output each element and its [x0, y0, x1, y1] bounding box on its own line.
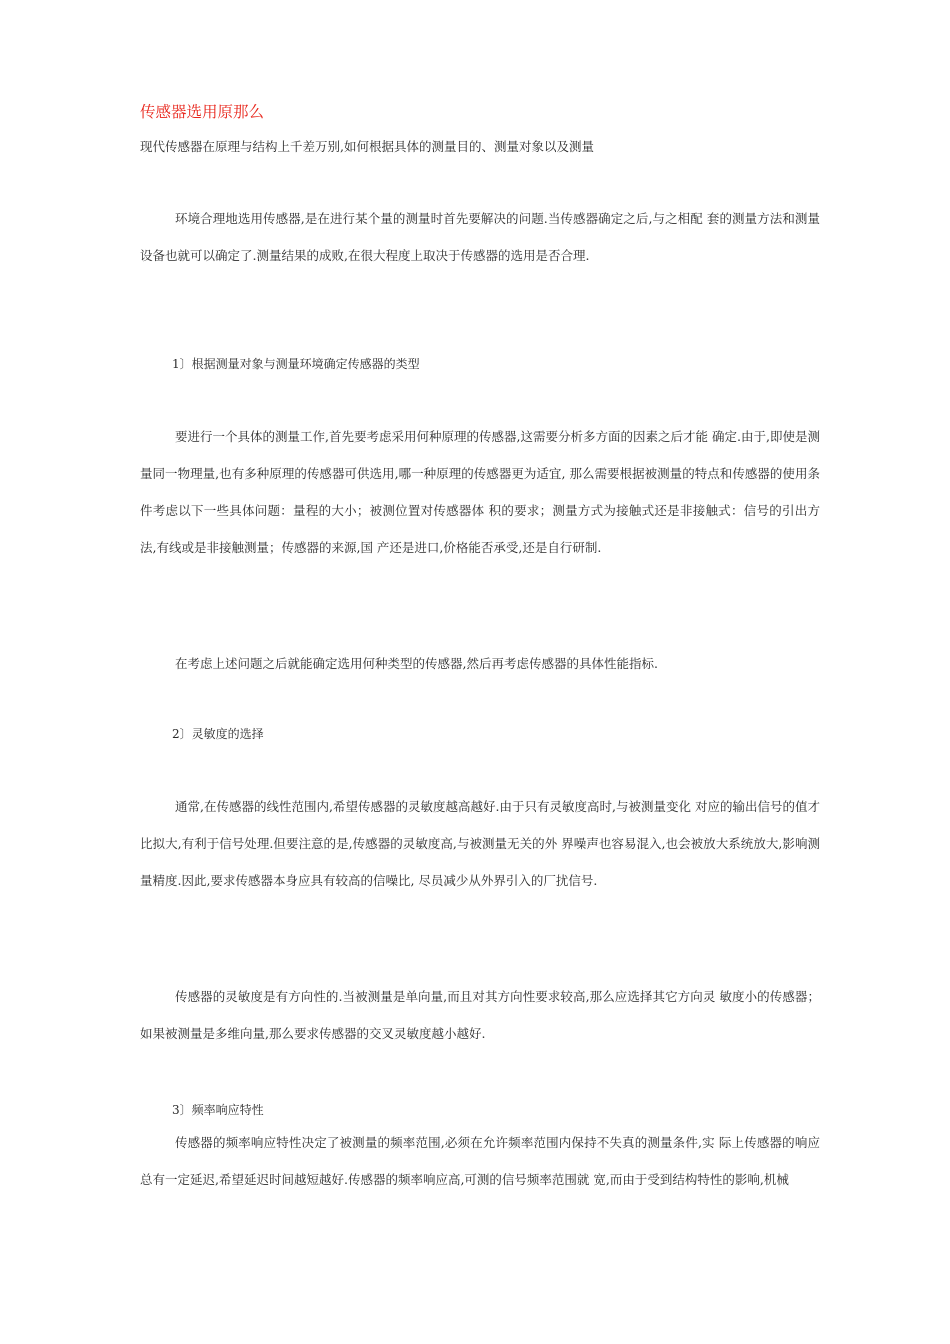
paragraph-sensitivity: 通常,在传感器的线性范围内,希望传感器的灵敏度越高越好.由于只有灵敏度高时,与被测量变化 对应的输出信号的值才比拟大,有利于信号处理.但要注意的是,传感器的灵敏度高,与被测量无关的外 界噪声也容易混入,也会被放大系统放大,影响测量精度.因此,要求传感器本身应具有较高的信噪比, 尽员减少从外界引入的厂扰信号. — [140, 799, 820, 888]
section-heading-type: 1〕根据测量对象与测量环境确定传感器的类型 — [172, 357, 420, 371]
document-title: 传感器选用原那么 — [140, 103, 265, 121]
section-heading-frequency: 3〕频率响应特性 — [172, 1103, 264, 1117]
paragraph-type-conclusion: 在考虑上述问题之后就能确定选用何种类型的传感器,然后再考虑传感器的具体性能指标. — [175, 656, 658, 671]
section-heading-sensitivity: 2〕灵敏度的选择 — [172, 727, 264, 741]
paragraph-frequency: 传感器的频率响应特性决定了被测量的频率范围,必须在允许频率范围内保持不失真的测量条件,实 际上传感器的响应总有一定延迟,希望延迟时间越短越好.传感器的频率响应高,可测的信号频率范围就 宽,而由于受到结构特性的影响,机械 — [140, 1135, 820, 1187]
paragraph-sensitivity-direction: 传感器的灵敏度是有方向性的.当被测量是单向量,而且对其方向性要求较高,那么应选择其它方向灵 敏度小的传感器；如果被测量是多维向量,那么要求传感器的交叉灵敏度越小越好. — [140, 989, 820, 1041]
document-subtitle: 现代传感器在原理与结构上千差万别,如何根据具体的测量目的、测量对象以及测量 — [140, 139, 594, 154]
paragraph-intro: 环境合理地选用传感器,是在进行某个量的测量时首先要解决的问题.当传感器确定之后,与之相配 套的测量方法和测量设备也就可以确定了.测量结果的成败,在很大程度上取决于传感器的选用是否合理. — [140, 211, 820, 263]
paragraph-type-factors: 要进行一个具体的测量工作,首先要考虑采用何种原理的传感器,这需要分析多方面的因素之后才能 确定.由于,即使是测量同一物理量,也有多种原理的传感器可供选用,哪一种原理的传感器更为适宜, 那么需要根据被测量的特点和传感器的使用条件考虑以下一些具体问题：量程的大小；被测位置对传感器体 积的要求；测量方式为接触式还是非接触式：信号的引出方法,有线或是非接触测量；传感器的来源,国 产还是进口,价格能否承受,还是自行研制. — [140, 429, 820, 555]
